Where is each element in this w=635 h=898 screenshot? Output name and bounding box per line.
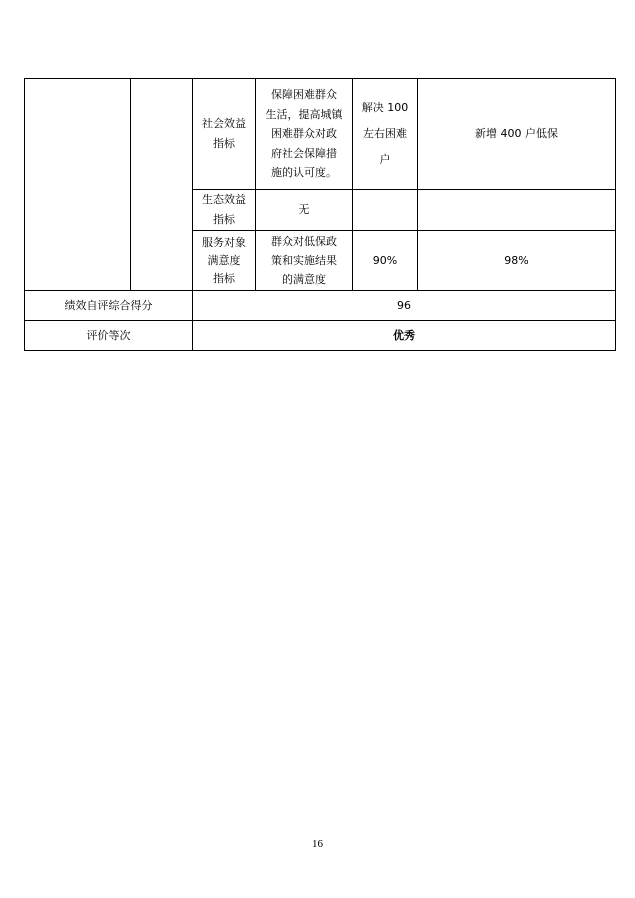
social-benefit-target: 解决 100 左右困难 户 — [353, 79, 418, 190]
social-benefit-actual: 新增 400 户低保 — [418, 79, 616, 190]
grade-value: 优秀 — [193, 321, 616, 351]
score-label: 绩效自评综合得分 — [25, 291, 193, 321]
eco-benefit-target — [353, 190, 418, 231]
eco-benefit-category: 生态效益 指标 — [193, 190, 256, 231]
satisfaction-target: 90% — [353, 231, 418, 291]
table-row-grade — [25, 321, 616, 351]
blank-cell-level1 — [25, 79, 131, 291]
satisfaction-category: 服务对象 满意度 指标 — [193, 231, 256, 291]
eco-benefit-indicator: 无 — [256, 190, 353, 231]
social-benefit-category: 社会效益 指标 — [193, 79, 256, 190]
eco-benefit-actual — [418, 190, 616, 231]
blank-cell-level2 — [131, 79, 193, 291]
table-row-social — [25, 79, 616, 190]
table-row-score — [25, 291, 616, 321]
score-value: 96 — [193, 291, 616, 321]
satisfaction-actual: 98% — [418, 231, 616, 291]
satisfaction-indicator: 群众对低保政 策和实施结果 的满意度 — [256, 231, 353, 291]
social-benefit-indicator: 保障困难群众 生活，提高城镇 困难群众对政 府社会保障措 施的认可度。 — [256, 79, 353, 190]
grade-label: 评价等次 — [25, 321, 193, 351]
performance-table — [24, 78, 616, 351]
page-number: 16 — [312, 838, 323, 850]
